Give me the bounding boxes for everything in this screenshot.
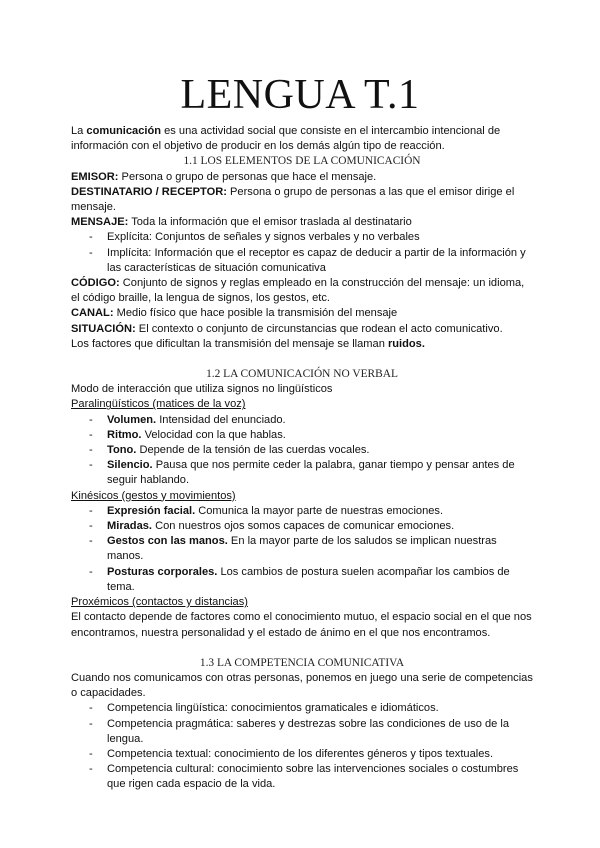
- item-text: En la mayor parte de los saludos se implican nuestras manos.: [107, 535, 497, 563]
- document-body: [71, 124, 533, 793]
- intro-text: La: [71, 125, 87, 137]
- canal-term: CANAL:: [71, 307, 114, 320]
- list-item: [71, 565, 533, 595]
- intro-text-rest: es una actividad social que consiste en el intercambio intencional de información con el objetivo de producir en los demás algún tipo de reacción.: [71, 125, 501, 153]
- page-title: LENGUA T.1: [180, 72, 420, 118]
- kinesicos-title: Kinésicos (gestos y movimientos): [71, 489, 236, 502]
- item-text: Depende de la tensión de las cuerdas vocales.: [136, 444, 370, 457]
- item-text: Intensidad del enunciado.: [156, 413, 286, 426]
- codigo-term: CÓDIGO:: [71, 277, 120, 290]
- paralinguisticos-title: Paralingüísticos (matices de la voz): [71, 398, 246, 411]
- item-term: Expresión facial.: [107, 504, 196, 517]
- list-item: [71, 519, 533, 534]
- emisor-term: EMISOR:: [71, 170, 119, 183]
- list-item: - Competencia lingüística: conocimientos gramaticales e idiomáticos.: [71, 701, 533, 716]
- proxemicos-title: Proxémicos (contactos y distancias): [71, 596, 248, 609]
- list-item: - Competencia textual: conocimiento de los diferentes géneros y tipos textuales.: [71, 747, 533, 762]
- list-item: - Implícita: Información que el receptor es capaz de deducir a partir de la información y las características de situación comunicativa: [71, 246, 533, 276]
- mensaje-term: MENSAJE:: [71, 216, 129, 229]
- situacion-text: El contexto o conjunto de circunstancias que rodean el acto comunicativo.: [135, 322, 503, 335]
- item-term: Gestos con las manos.: [107, 535, 228, 548]
- mensaje-list: [71, 230, 533, 276]
- canal-definition: [71, 306, 533, 321]
- section3-heading: 1.3 LA COMPETENCIA COMUNICATIVA: [199, 656, 405, 669]
- list-item: - Competencia cultural: conocimiento sobre las intervenciones sociales o costumbres que rigen cada espacio de la vida.: [71, 762, 533, 792]
- destinatario-term: DESTINATARIO / RECEPTOR:: [71, 185, 227, 198]
- section2-intro: Modo de interacción que utiliza signos no lingüísticos: [71, 383, 333, 396]
- proxemicos-text: El contacto depende de factores como el conocimiento mutuo, el espacio social en el que nos encontramos, nuestra personalidad y el estado de ánimo en el que nos encontramos.: [71, 611, 532, 639]
- item-term: Posturas corporales.: [107, 565, 218, 578]
- list-item: - Explícita: Conjuntos de señales y signos verbales y no verbales: [71, 230, 533, 245]
- list-item: [71, 428, 533, 443]
- destinatario-definition: [71, 185, 533, 215]
- item-text: Comunica la mayor parte de nuestras emociones.: [195, 504, 444, 517]
- list-item: - Competencia pragmática: saberes y destrezas sobre las condiciones de uso de la lengua.: [71, 717, 533, 747]
- mensaje-text: Toda la información que el emisor traslada al destinatario: [128, 216, 412, 229]
- intro-term: comunicación: [86, 125, 162, 137]
- list-item: [71, 534, 533, 564]
- codigo-definition: [71, 276, 533, 306]
- item-term: Tono.: [107, 444, 137, 457]
- paralinguisticos-list: [71, 413, 533, 489]
- spacer: [71, 352, 533, 367]
- item-text: Velocidad con la que hablas.: [141, 428, 286, 441]
- destinatario-text: Persona o grupo de personas a las que el emisor dirige el mensaje.: [71, 185, 515, 214]
- competencias-list: [71, 701, 533, 792]
- kinesicos-list: [71, 504, 533, 595]
- list-item: [71, 413, 533, 428]
- item-term: Miradas.: [107, 520, 153, 533]
- ruidos-term: ruidos.: [387, 337, 425, 350]
- item-term: Volumen.: [107, 413, 157, 426]
- situacion-definition: [71, 322, 533, 337]
- emisor-definition: [71, 170, 533, 185]
- ruidos-text: Los factores que dificultan la transmisión del mensaje se llaman: [71, 337, 388, 350]
- section2-heading: 1.2 LA COMUNICACIÓN NO VERBAL: [206, 368, 398, 381]
- item-term: Silencio.: [107, 459, 153, 472]
- list-item: [71, 443, 533, 458]
- item-text: Con nuestros ojos somos capaces de comunicar emociones.: [152, 520, 455, 533]
- item-text: Pausa que nos permite ceder la palabra, ganar tiempo y pensar antes de seguir hablando.: [107, 459, 515, 487]
- mensaje-definition: [71, 215, 533, 230]
- spacer: [71, 641, 533, 656]
- emisor-text: Persona o grupo de personas que hace el mensaje.: [118, 170, 377, 183]
- item-text: Los cambios de postura suelen acompañar los cambios de tema.: [107, 565, 510, 593]
- section1-heading: 1.1 LOS ELEMENTOS DE LA COMUNICACIÓN: [183, 155, 421, 168]
- list-item: [71, 504, 533, 519]
- list-item: [71, 458, 533, 488]
- ruidos-paragraph: [71, 337, 533, 352]
- item-term: Ritmo.: [107, 428, 142, 441]
- canal-text: Medio físico que hace posible la transmisión del mensaje: [113, 307, 398, 320]
- situacion-term: SITUACIÓN:: [71, 322, 136, 335]
- intro-paragraph: [71, 124, 533, 154]
- codigo-text: Conjunto de signos y reglas empleado en la construcción del mensaje: un idioma, el código braille, la lengua de signos, los gestos, etc.: [71, 277, 525, 305]
- section3-intro: Cuando nos comunicamos con otras personas, ponemos en juego una serie de competencias o capacidades.: [71, 671, 533, 700]
